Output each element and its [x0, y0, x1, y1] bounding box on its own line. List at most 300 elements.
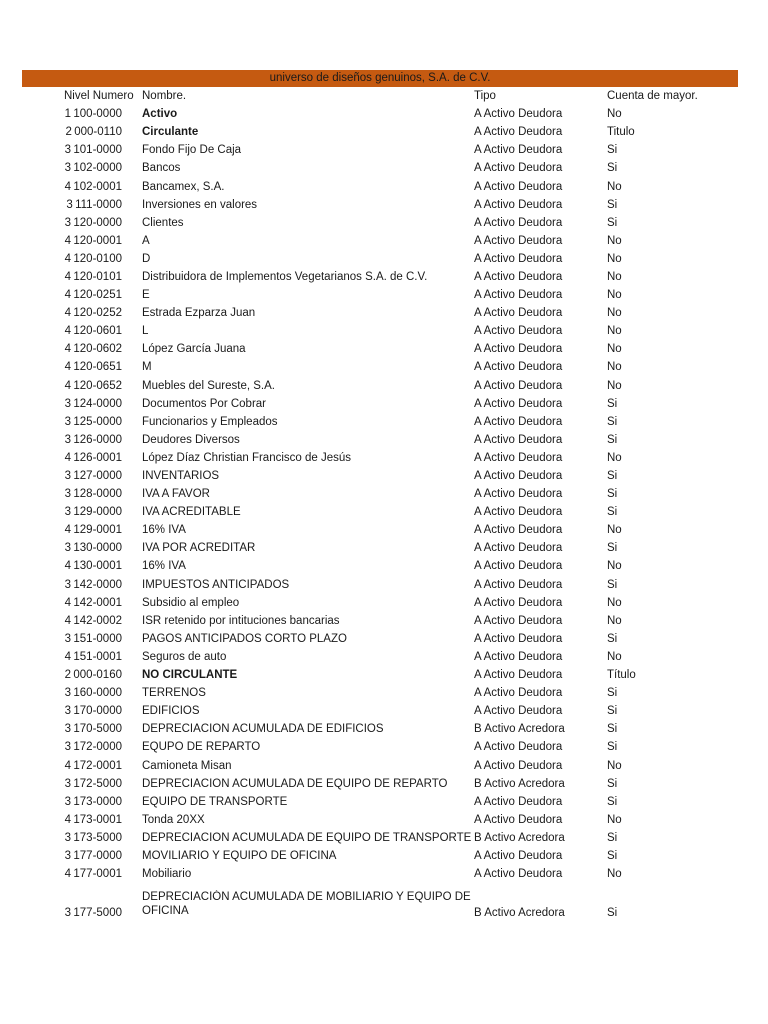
account-ledger-flag: No [607, 325, 622, 338]
account-code: 128-0000 [73, 488, 122, 501]
account-row [22, 521, 738, 539]
account-level: 3 [64, 144, 72, 157]
account-row [22, 702, 738, 720]
account-level: 3 [66, 198, 73, 211]
account-code: 172-5000 [73, 777, 122, 790]
account-code: 173-0000 [73, 795, 122, 808]
account-row [22, 485, 738, 503]
account-row [22, 340, 738, 358]
account-number [22, 868, 142, 880]
account-code: 177-5000 [73, 907, 122, 920]
account-number [22, 506, 142, 518]
account-ledger-flag: Si [607, 198, 618, 211]
header-cuenta-mayor: Cuenta de mayor. [607, 90, 698, 103]
account-level: 3 [64, 741, 72, 754]
account-name: 16% IVA [142, 524, 186, 537]
account-level: 3 [64, 687, 72, 700]
account-ledger-flag: No [607, 614, 622, 627]
account-level: 2 [65, 126, 72, 139]
account-level: 3 [64, 216, 72, 229]
account-name: IVA POR ACREDITAR [142, 542, 256, 555]
account-ledger-flag: Si [607, 470, 618, 483]
company-title-banner: universo de diseños genuinos, S.A. de C.V. [22, 70, 738, 87]
account-level: 3 [64, 162, 72, 175]
account-code: 170-0000 [73, 705, 122, 718]
account-code: 172-0000 [73, 741, 122, 754]
account-code: 124-0000 [73, 397, 122, 410]
account-name: López Díaz Christian Francisco de Jesús [142, 451, 352, 464]
account-name: E [142, 289, 150, 302]
account-level: 4 [64, 650, 72, 663]
account-ledger-flag: No [607, 234, 622, 247]
account-level: 4 [64, 252, 72, 265]
account-row [22, 738, 738, 756]
account-ledger-flag: No [607, 759, 622, 772]
account-type: A Activo Deudora [474, 198, 563, 211]
account-ledger-flag: Si [607, 433, 618, 446]
account-type: A Activo Deudora [474, 289, 563, 302]
account-row [22, 413, 738, 431]
account-ledger-flag: Título [607, 669, 636, 682]
account-number [22, 669, 142, 681]
account-number [22, 723, 142, 735]
account-name: L [142, 325, 149, 338]
account-level: 3 [64, 907, 72, 920]
account-ledger-flag: Si [607, 632, 618, 645]
account-code: 120-0251 [73, 289, 122, 302]
account-name: DEPRECIACIÓN ACUMULADA DE EQUIPO DE TRANSPORTE [142, 831, 472, 844]
account-name: IMPUESTOS ANTICIPADOS [142, 578, 290, 591]
account-row [22, 431, 738, 449]
account-number [22, 760, 142, 772]
account-level: 4 [64, 343, 72, 356]
account-ledger-flag: No [607, 650, 622, 663]
account-number [22, 488, 142, 500]
account-code: 129-0000 [73, 506, 122, 519]
account-number [22, 814, 142, 826]
account-row [22, 105, 738, 123]
account-row [22, 358, 738, 376]
account-ledger-flag: Si [607, 795, 618, 808]
header-nombre: Nombre. [142, 90, 187, 103]
account-number [22, 380, 142, 392]
account-row [22, 377, 738, 395]
account-row [22, 159, 738, 177]
account-type: A Activo Deudora [474, 596, 563, 609]
account-code: 102-0000 [73, 162, 122, 175]
account-code: 125-0000 [73, 415, 122, 428]
account-code: 177-0001 [73, 868, 122, 881]
account-row [22, 268, 738, 286]
account-ledger-flag: No [607, 307, 622, 320]
account-number [22, 832, 142, 844]
account-type: A Activo Deudora [474, 126, 563, 139]
account-ledger-flag: Si [607, 578, 618, 591]
account-type: A Activo Deudora [474, 433, 563, 446]
account-ledger-flag: Si [607, 162, 618, 175]
account-type: A Activo Deudora [474, 270, 563, 283]
account-type: B Activo Acredora [474, 831, 565, 844]
account-name: Activo [142, 108, 178, 121]
account-code: 129-0001 [73, 524, 122, 537]
account-row [22, 612, 738, 630]
account-name: Subsidio al empleo [142, 596, 240, 609]
account-code: 000-0160 [73, 669, 122, 682]
account-name: DEPRECIACIÓN ACUMULADA DE EDIFICIOS [142, 723, 384, 736]
account-type: A Activo Deudora [474, 795, 563, 808]
account-level: 4 [64, 524, 72, 537]
account-ledger-flag: Si [607, 687, 618, 700]
account-ledger-flag: No [607, 451, 622, 464]
account-ledger-flag: Titulo [607, 126, 635, 139]
account-name: Muebles del Sureste, S.A. [142, 379, 275, 392]
account-type: A Activo Deudora [474, 307, 563, 320]
account-row [22, 467, 738, 485]
account-type: A Activo Deudora [474, 813, 563, 826]
account-type: B Activo Acredora [474, 907, 565, 920]
account-type: A Activo Deudora [474, 361, 563, 374]
account-row [22, 250, 738, 268]
account-ledger-flag: Si [607, 907, 618, 920]
account-code: 102-0001 [73, 180, 122, 193]
account-level: 3 [64, 777, 72, 790]
account-number [22, 325, 142, 337]
account-row [22, 395, 738, 413]
account-code: 120-0000 [73, 216, 122, 229]
account-row [22, 829, 738, 847]
account-type: A Activo Deudora [474, 415, 563, 428]
account-ledger-flag: Si [607, 397, 618, 410]
account-type: A Activo Deudora [474, 868, 563, 881]
account-level: 2 [64, 669, 72, 682]
account-name: Clientes [142, 216, 184, 229]
account-ledger-flag: Si [607, 849, 618, 862]
account-code: 127-0000 [73, 470, 122, 483]
account-ledger-flag: Si [607, 144, 618, 157]
account-number [22, 217, 142, 229]
account-level: 3 [64, 632, 72, 645]
account-name: A [142, 234, 150, 247]
account-level: 3 [64, 470, 72, 483]
account-catalog-sheet [22, 70, 738, 919]
account-level: 4 [64, 560, 72, 573]
account-level: 4 [64, 180, 72, 193]
account-name: Documentos Por Cobrar [142, 397, 266, 410]
account-code: 000-0110 [74, 126, 122, 139]
account-number [22, 289, 142, 301]
account-type: A Activo Deudora [474, 234, 563, 247]
account-type: A Activo Deudora [474, 669, 563, 682]
header-tipo: Tipo [474, 90, 496, 103]
account-level: 4 [64, 614, 72, 627]
account-number [22, 235, 142, 247]
account-code: 126-0000 [73, 433, 122, 446]
account-ledger-flag: Si [607, 741, 618, 754]
account-ledger-flag: No [607, 813, 622, 826]
account-type: A Activo Deudora [474, 687, 563, 700]
account-number [22, 470, 142, 482]
account-row [22, 756, 738, 774]
account-row [22, 648, 738, 666]
account-name: ISR retenido por intituciones bancarias [142, 614, 340, 627]
account-ledger-flag: No [607, 524, 622, 537]
account-row [22, 576, 738, 594]
account-code: 177-0000 [73, 849, 122, 862]
account-name: NO CIRCULANTE [142, 669, 238, 682]
account-type: A Activo Deudora [474, 759, 563, 772]
account-row [22, 847, 738, 865]
account-ledger-flag: No [607, 868, 622, 881]
account-number [22, 778, 142, 790]
account-code: 130-0001 [73, 560, 122, 573]
account-ledger-flag: Si [607, 216, 618, 229]
account-ledger-flag: No [607, 596, 622, 609]
account-ledger-flag: No [607, 270, 622, 283]
account-number [22, 597, 142, 609]
account-number [22, 307, 142, 319]
account-number [22, 651, 142, 663]
account-level: 4 [64, 759, 72, 772]
account-name: Estrada Ezparza Juan [142, 307, 256, 320]
account-code: 120-0001 [73, 234, 122, 247]
account-row [22, 557, 738, 575]
account-code: 120-0601 [73, 325, 122, 338]
account-type: A Activo Deudora [474, 849, 563, 862]
account-number [22, 796, 142, 808]
account-type: A Activo Deudora [474, 650, 563, 663]
account-code: 173-5000 [73, 831, 122, 844]
account-level: 4 [64, 307, 72, 320]
account-level: 3 [64, 831, 72, 844]
account-number [22, 542, 142, 554]
account-type: A Activo Deudora [474, 470, 563, 483]
account-number [22, 615, 142, 627]
account-code: 126-0001 [73, 451, 122, 464]
account-type: A Activo Deudora [474, 216, 563, 229]
header-nivel-numero: Nivel Numero [64, 90, 134, 103]
account-number [22, 398, 142, 410]
account-name: INVENTARIOS [142, 470, 220, 483]
account-ledger-flag: Si [607, 723, 618, 736]
account-row [22, 883, 738, 919]
account-level: 3 [64, 397, 72, 410]
account-number [22, 741, 142, 753]
account-name: EQUIPO DE TRANSPORTE [142, 795, 288, 808]
account-ledger-flag: No [607, 343, 622, 356]
account-code: 130-0000 [73, 542, 122, 555]
account-name: 16% IVA [142, 560, 186, 573]
account-level: 3 [64, 506, 72, 519]
account-code: 120-0101 [73, 270, 122, 283]
account-number [22, 416, 142, 428]
account-row [22, 720, 738, 738]
account-ledger-flag: Si [607, 542, 618, 555]
account-code: 173-0001 [73, 813, 122, 826]
account-row [22, 196, 738, 214]
account-type: A Activo Deudora [474, 180, 563, 193]
account-number [22, 271, 142, 283]
account-name: M [142, 361, 152, 374]
account-level: 3 [64, 433, 72, 446]
account-code: 142-0000 [73, 578, 122, 591]
account-number [22, 687, 142, 699]
account-name: Fondo Fijo De Caja [142, 144, 242, 157]
account-number [22, 633, 142, 645]
account-number [22, 181, 142, 193]
account-name: IVA ACREDITABLE [142, 506, 241, 519]
account-ledger-flag: No [607, 289, 622, 302]
account-code: 100-0000 [73, 108, 122, 121]
account-code: 120-0651 [73, 361, 122, 374]
account-ledger-flag: Si [607, 488, 618, 501]
account-type: A Activo Deudora [474, 379, 563, 392]
account-level: 3 [64, 705, 72, 718]
account-name: Funcionarios y Empleados [142, 415, 278, 428]
account-name: Camioneta Misan [142, 759, 232, 772]
account-row [22, 630, 738, 648]
account-ledger-flag: Si [607, 415, 618, 428]
account-name: Distribuidora de Implementos Vegetarianos S.A. de C.V. [142, 270, 428, 283]
account-level: 3 [64, 723, 72, 736]
account-code: 120-0602 [73, 343, 122, 356]
account-row [22, 503, 738, 521]
account-ledger-flag: No [607, 108, 622, 121]
account-row [22, 594, 738, 612]
account-type: B Activo Acredora [474, 777, 565, 790]
account-row [22, 141, 738, 159]
account-number [22, 162, 142, 174]
account-type: A Activo Deudora [474, 325, 563, 338]
account-level: 4 [64, 451, 72, 464]
account-ledger-flag: Si [607, 506, 618, 519]
account-type: A Activo Deudora [474, 741, 563, 754]
account-type: A Activo Deudora [474, 343, 563, 356]
account-type: A Activo Deudora [474, 506, 563, 519]
account-level: 4 [64, 325, 72, 338]
account-ledger-flag: Si [607, 831, 618, 844]
account-level: 3 [64, 415, 72, 428]
account-row [22, 286, 738, 304]
account-code: 160-0000 [73, 687, 122, 700]
account-name: EDIFICIOS [142, 705, 200, 718]
account-name: Deudores Diversos [142, 433, 240, 446]
account-number [22, 144, 142, 156]
account-row [22, 123, 738, 141]
account-number [22, 907, 142, 919]
account-type: A Activo Deudora [474, 252, 563, 265]
account-code: 172-0001 [73, 759, 122, 772]
account-type: A Activo Deudora [474, 614, 563, 627]
account-row [22, 539, 738, 557]
account-number [22, 199, 142, 211]
account-type: A Activo Deudora [474, 542, 563, 555]
account-code: 111-0000 [75, 198, 122, 211]
account-row [22, 793, 738, 811]
account-name: Tonda 20XX [142, 813, 205, 826]
account-number [22, 108, 142, 120]
account-number [22, 126, 142, 138]
column-header-row [22, 87, 738, 105]
account-level: 1 [64, 108, 72, 121]
account-number [22, 560, 142, 572]
account-level: 4 [64, 289, 72, 302]
account-level: 4 [64, 234, 72, 247]
account-type: A Activo Deudora [474, 578, 563, 591]
account-name: IVA A FAVOR [142, 488, 210, 501]
account-name: DEPRECIACIÓN ACUMULADA DE EQUIPO DE REPARTO [142, 777, 448, 790]
account-type: A Activo Deudora [474, 144, 563, 157]
account-row [22, 775, 738, 793]
account-code: 151-0001 [73, 650, 122, 663]
account-code: 101-0000 [73, 144, 122, 157]
account-number [22, 524, 142, 536]
account-code: 170-5000 [73, 723, 122, 736]
account-code: 120-0100 [73, 252, 122, 265]
account-ledger-flag: Si [607, 777, 618, 790]
account-ledger-flag: No [607, 252, 622, 265]
account-number [22, 343, 142, 355]
account-level: 3 [64, 578, 72, 591]
account-code: 142-0001 [73, 596, 122, 609]
account-name: MOVILIARIO Y EQUIPO DE OFICINA [142, 849, 337, 862]
account-ledger-flag: No [607, 180, 622, 193]
account-number [22, 361, 142, 373]
account-row [22, 177, 738, 195]
account-row [22, 865, 738, 883]
account-row [22, 232, 738, 250]
account-number [22, 850, 142, 862]
account-type: A Activo Deudora [474, 397, 563, 410]
account-code: 120-0652 [73, 379, 122, 392]
account-ledger-flag: Si [607, 705, 618, 718]
account-type: A Activo Deudora [474, 108, 563, 121]
account-name: TERRENOS [142, 687, 206, 700]
account-ledger-flag: No [607, 560, 622, 573]
account-number [22, 434, 142, 446]
account-type: A Activo Deudora [474, 524, 563, 537]
account-name: López García Juana [142, 343, 246, 356]
account-number [22, 452, 142, 464]
account-number [22, 579, 142, 591]
account-code: 142-0002 [73, 614, 122, 627]
account-code: 151-0000 [73, 632, 122, 645]
account-level: 4 [64, 379, 72, 392]
account-level: 4 [64, 868, 72, 881]
account-row [22, 449, 738, 467]
account-row [22, 666, 738, 684]
account-ledger-flag: No [607, 361, 622, 374]
account-number [22, 253, 142, 265]
account-type: A Activo Deudora [474, 705, 563, 718]
account-type: A Activo Deudora [474, 560, 563, 573]
account-name: Seguros de auto [142, 650, 227, 663]
account-type: A Activo Deudora [474, 488, 563, 501]
account-type: A Activo Deudora [474, 451, 563, 464]
account-name: PAGOS ANTICIPADOS CORTO PLAZO [142, 632, 347, 645]
account-row [22, 811, 738, 829]
account-level: 4 [64, 813, 72, 826]
account-row [22, 214, 738, 232]
account-code: 120-0252 [73, 307, 122, 320]
account-name: D [142, 252, 151, 265]
account-row [22, 304, 738, 322]
account-level: 3 [64, 849, 72, 862]
account-ledger-flag: No [607, 379, 622, 392]
account-name: Inversiones en valores [142, 198, 258, 211]
account-row [22, 684, 738, 702]
account-number [22, 705, 142, 717]
account-level: 4 [64, 361, 72, 374]
